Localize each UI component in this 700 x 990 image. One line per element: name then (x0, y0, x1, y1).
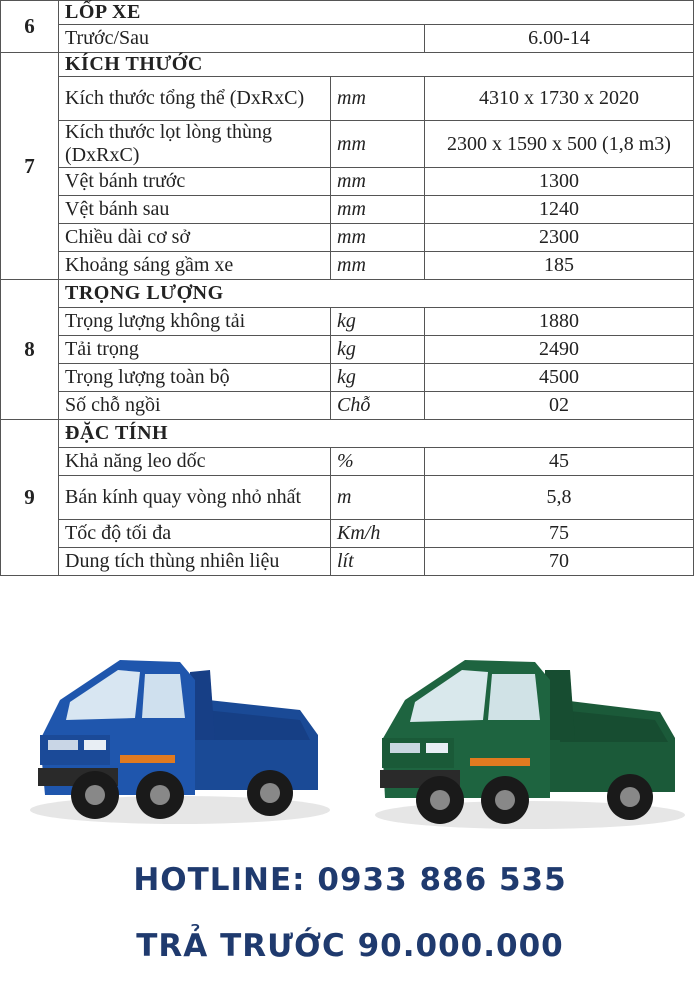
table-row (1, 25, 694, 53)
row-unit: Km/h (331, 520, 425, 548)
row-value: 75 (425, 520, 694, 548)
row-label: Chiều dài cơ sở (59, 224, 331, 252)
row-label: Tốc độ tối đa (59, 520, 331, 548)
row-unit: lít (331, 548, 425, 576)
row-value: 2300 (425, 224, 694, 252)
row-label: Kích thước tổng thể (DxRxC) (59, 77, 331, 121)
section-number: 8 (1, 280, 59, 420)
row-value: 185 (425, 252, 694, 280)
hotline-text: HOTLINE: 0933 886 535 (133, 862, 567, 898)
table-row (1, 520, 694, 548)
row-label: Số chỗ ngồi (59, 392, 331, 420)
row-label: Bán kính quay vòng nhỏ nhất (59, 476, 331, 520)
table-row (1, 364, 694, 392)
row-unit: % (331, 448, 425, 476)
section-title: TRỌNG LƯỢNG (59, 280, 694, 308)
section-title: ĐẶC TÍNH (59, 420, 694, 448)
section-title: KÍCH THƯỚC (59, 53, 694, 77)
row-value: 1240 (425, 196, 694, 224)
row-value: 2490 (425, 336, 694, 364)
row-value: 02 (425, 392, 694, 420)
green-truck-image (375, 660, 685, 829)
section-number: 6 (1, 1, 59, 53)
table-row (1, 308, 694, 336)
row-value: 45 (425, 448, 694, 476)
row-label: Khoảng sáng gầm xe (59, 252, 331, 280)
row-value: 6.00-14 (425, 25, 694, 53)
table-row (1, 224, 694, 252)
table-row (1, 121, 694, 168)
row-label: Kích thước lọt lòng thùng (DxRxC) (59, 121, 331, 168)
row-unit: kg (331, 364, 425, 392)
row-unit: mm (331, 252, 425, 280)
row-unit: kg (331, 336, 425, 364)
table-row (1, 252, 694, 280)
row-value: 5,8 (425, 476, 694, 520)
table-row (1, 77, 694, 121)
row-unit: mm (331, 77, 425, 121)
blue-truck-image (30, 660, 330, 824)
row-label: Tải trọng (59, 336, 331, 364)
row-value: 2300 x 1590 x 500 (1,8 m3) (425, 121, 694, 168)
row-label: Vệt bánh trước (59, 168, 331, 196)
row-label: Vệt bánh sau (59, 196, 331, 224)
table-row (1, 336, 694, 364)
row-label: Trọng lượng toàn bộ (59, 364, 331, 392)
table-row (1, 548, 694, 576)
row-value: 1880 (425, 308, 694, 336)
row-unit: mm (331, 121, 425, 168)
section-title: LỐP XE (59, 1, 694, 25)
table-row (1, 196, 694, 224)
table-row (1, 476, 694, 520)
row-unit: kg (331, 308, 425, 336)
row-value: 4310 x 1730 x 2020 (425, 77, 694, 121)
prepay-text: TRẢ TRƯỚC 90.000.000 (136, 928, 564, 964)
row-label: Trọng lượng không tải (59, 308, 331, 336)
row-unit: mm (331, 224, 425, 252)
trucks-illustration (0, 640, 700, 850)
row-label: Khả năng leo dốc (59, 448, 331, 476)
table-row (1, 168, 694, 196)
section-number: 7 (1, 53, 59, 280)
row-unit: mm (331, 196, 425, 224)
row-label: Trước/Sau (59, 25, 425, 53)
section-number: 9 (1, 420, 59, 576)
row-value: 4500 (425, 364, 694, 392)
row-value: 1300 (425, 168, 694, 196)
table-row (1, 448, 694, 476)
row-unit: Chỗ (331, 392, 425, 420)
row-value: 70 (425, 548, 694, 576)
row-unit: mm (331, 168, 425, 196)
row-unit: m (331, 476, 425, 520)
table-row (1, 392, 694, 420)
row-label: Dung tích thùng nhiên liệu (59, 548, 331, 576)
